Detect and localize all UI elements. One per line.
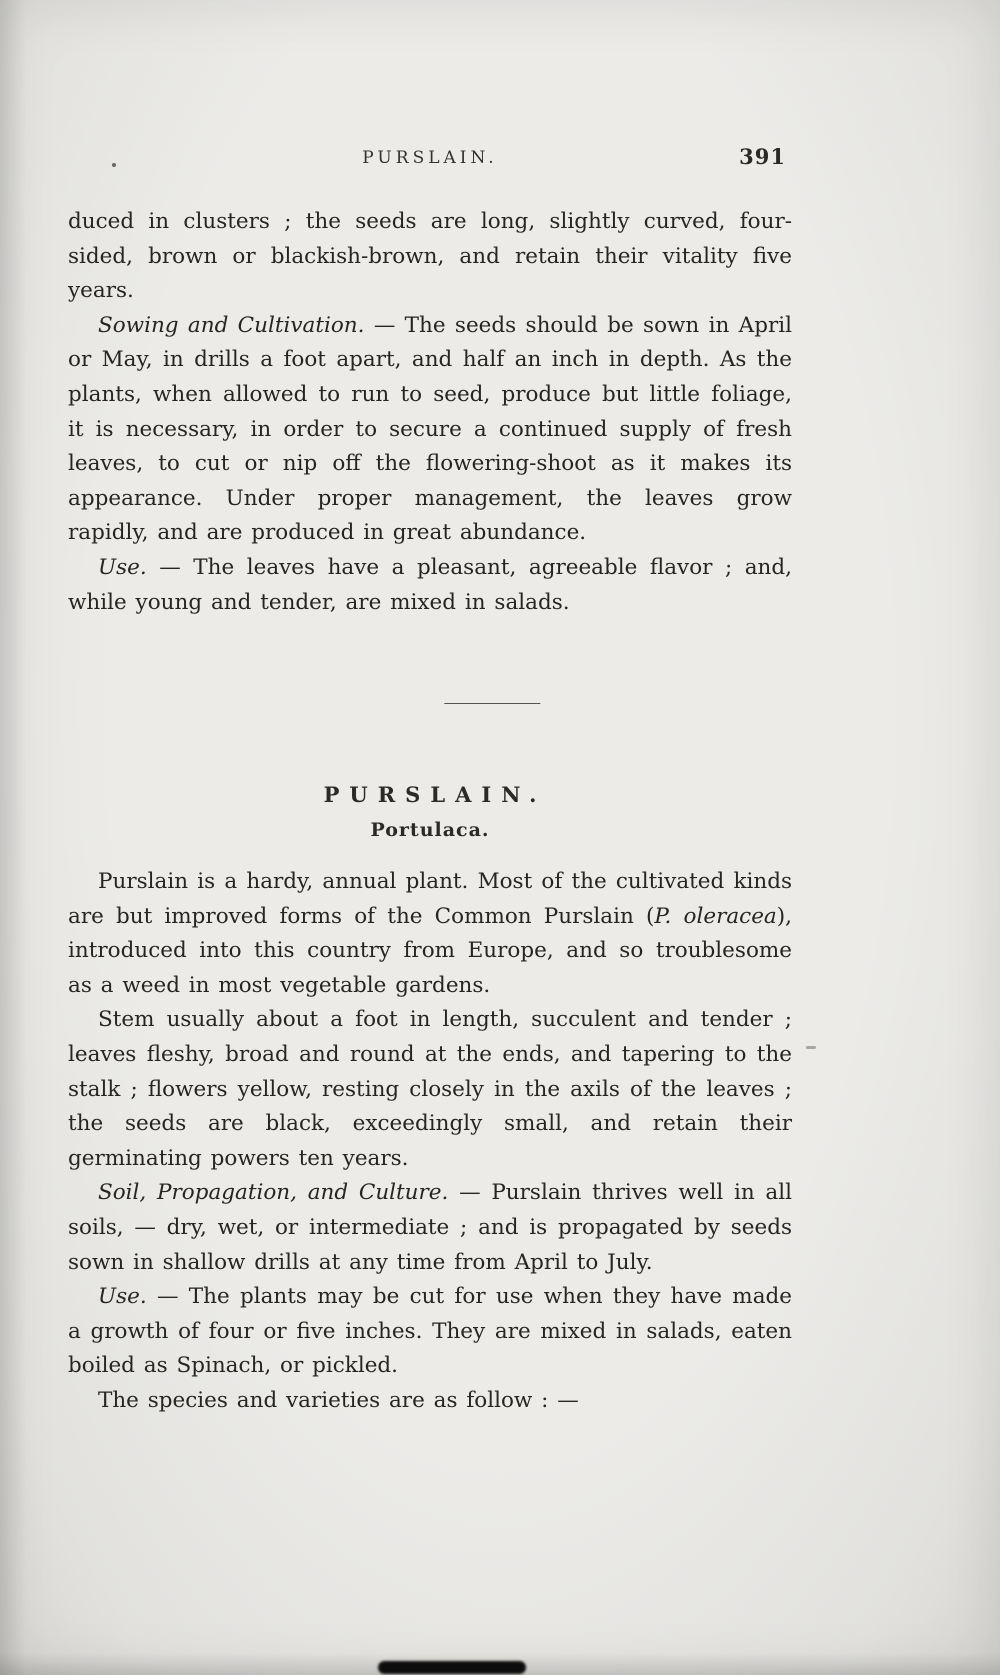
italic-text-segment: P. oleracea — [654, 903, 777, 929]
italic-text-segment: Soil, Propagation, and Culture. — [98, 1180, 449, 1206]
italic-text-segment: Sowing and Cultivation. — [98, 312, 365, 338]
running-header — [68, 144, 792, 176]
paragraph — [68, 1280, 792, 1384]
page-number: 391 — [739, 144, 786, 169]
text-segment: — The plants may be cut for use when they have made a growth of four or five inches. They are mixed in salads, eaten boiled as Spinach, or pickled. — [68, 1284, 792, 1379]
page-edge-shading — [0, 0, 26, 1675]
text-segment: — The leaves have a pleasant, agreeable flavor ; and, while young and tender, are mixed in salads. — [68, 554, 792, 615]
paragraph — [68, 1003, 792, 1176]
paragraph — [68, 865, 792, 1003]
scan-artifact-smudge — [806, 1046, 816, 1049]
text-segment: ), introduced into this country from Europe, and so troublesome as a weed in most vegetable gardens. — [68, 903, 792, 998]
paragraph — [68, 1176, 792, 1280]
paragraph — [68, 551, 792, 620]
purslain-article — [68, 782, 792, 1419]
text-segment: Purslain is a hardy, annual plant. Most of the cultivated kinds are but improved forms of the Common Purslain ( — [68, 869, 792, 929]
italic-text-segment: Use. — [98, 1284, 147, 1310]
text-segment: — The seeds should be sown in April or May, in drills a foot apart, and half an inch in depth. As the plants, when allowed to run to seed, produce but little foliage, it is necessary, in order to secure a continued supply of fresh leaves, to cut or nip off the flowering-shoot as it makes its appearance. Under proper management, the leaves grow rapidly, and are produced in great abundance. — [68, 312, 792, 546]
paragraph — [68, 205, 792, 309]
paragraph — [68, 1384, 792, 1419]
section-divider — [444, 703, 540, 704]
italic-text-segment: Use. — [98, 554, 147, 580]
scan-artifact-bar — [378, 1661, 526, 1674]
text-segment: duced in clusters ; the seeds are long, slightly curved, four-sided, brown or blackish-brown, and retain their vitality five years. — [68, 209, 792, 304]
text-segment: — Purslain thrives well in all soils, — dry, wet, or intermediate ; and is propagated by seeds sown in shallow drills at any time from April to July. — [68, 1180, 793, 1275]
text-segment: Stem usually about a foot in length, succulent and tender ; leaves fleshy, broad and round at the ends, and tapering to the stalk ; flowers yellow, resting closely in the axils of the leaves ; the seeds are black, exceedingly small, and retain their germinating powers ten years. — [68, 1007, 792, 1171]
running-title: PURSLAIN. — [362, 148, 498, 168]
text-segment: The species and varieties are as follow : — — [98, 1387, 579, 1413]
article-title: PURSLAIN. — [323, 782, 547, 807]
paragraph — [68, 309, 792, 551]
article-subtitle: Portulaca. — [370, 819, 490, 841]
continued-article-text — [68, 205, 792, 620]
purslain-article-text — [68, 865, 792, 1419]
